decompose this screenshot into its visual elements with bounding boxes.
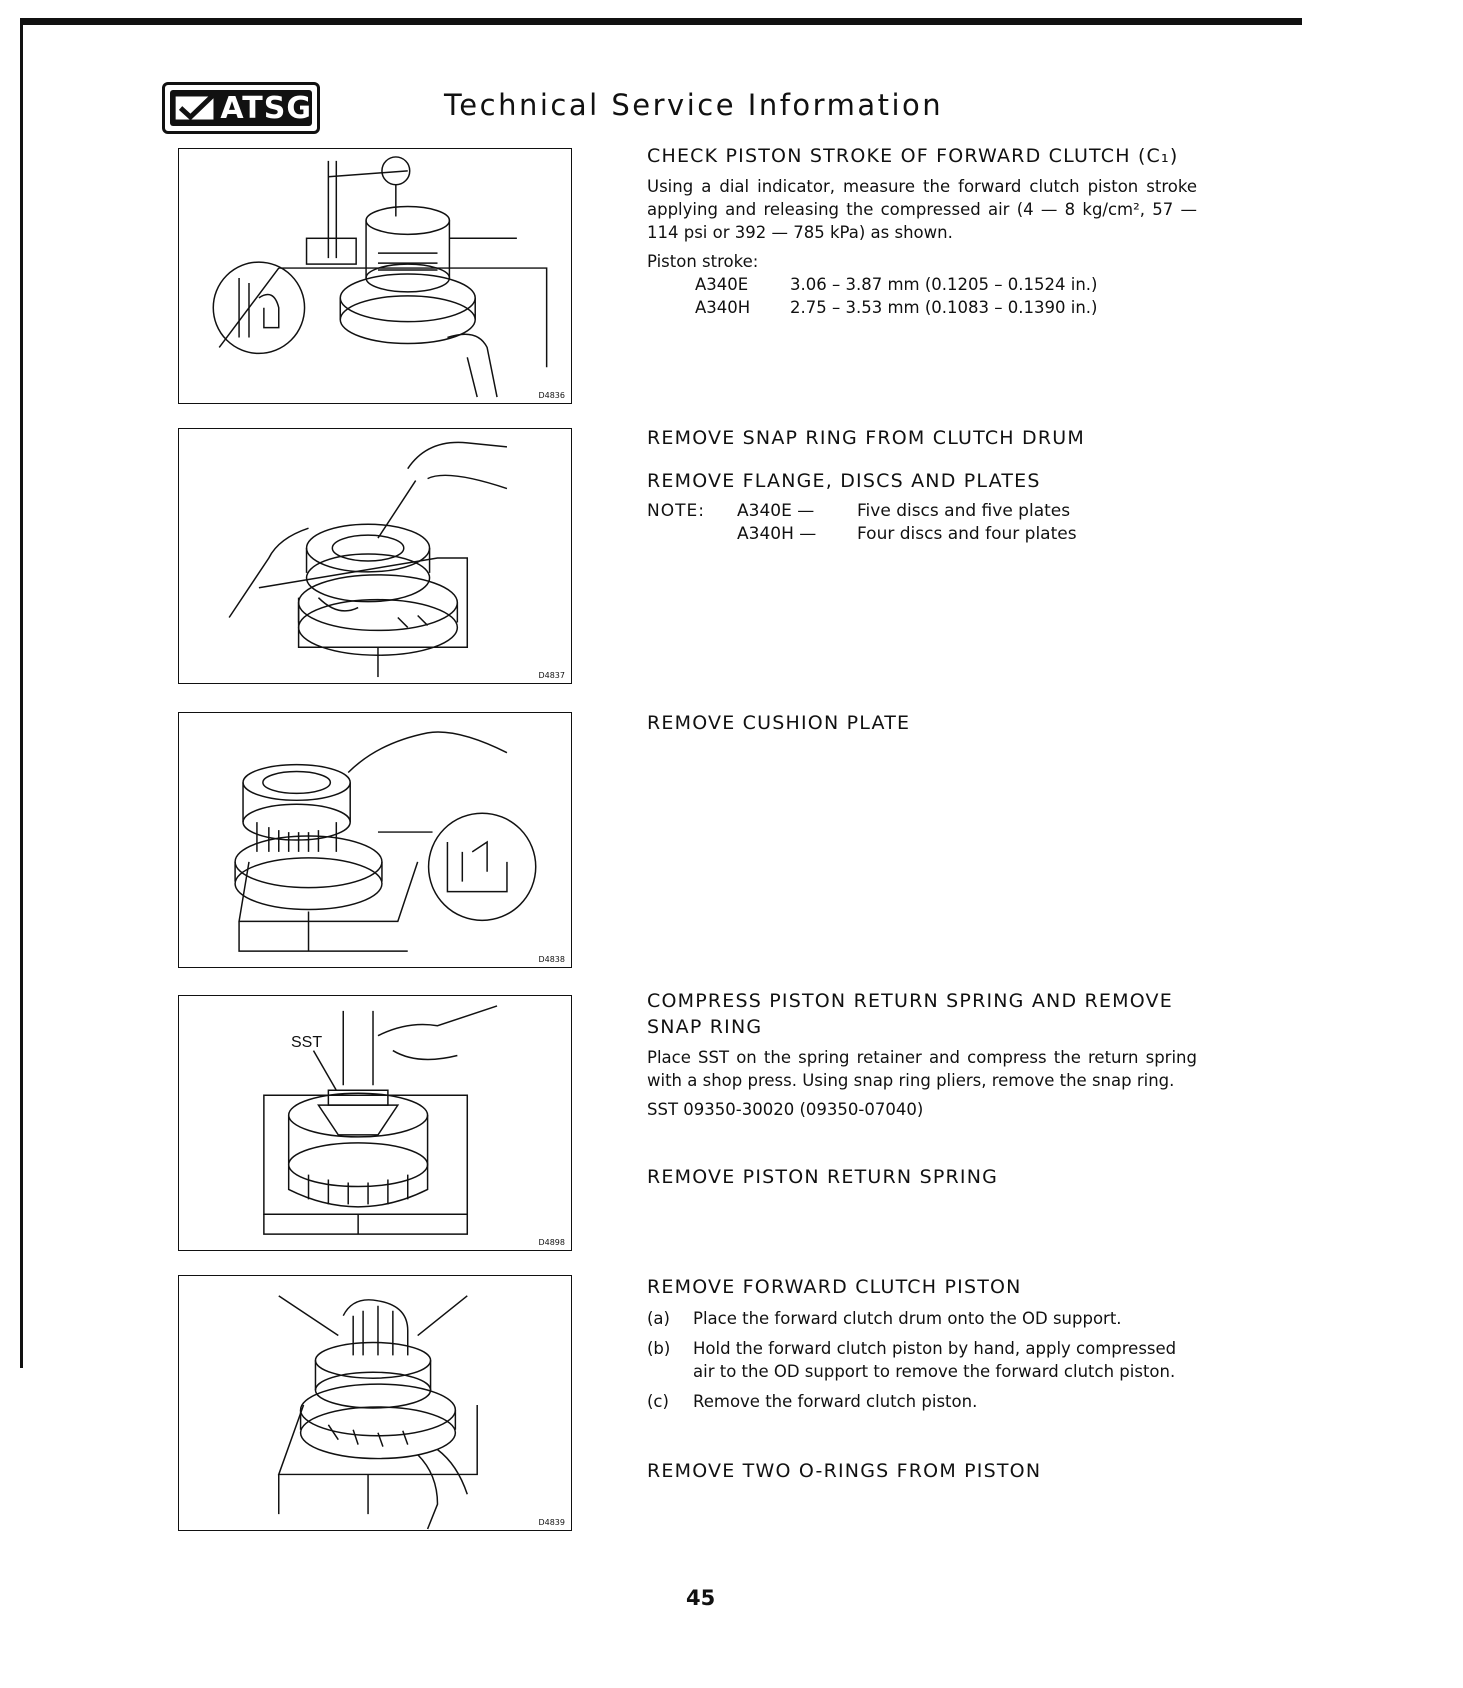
figure-cushion-plate [178, 712, 572, 968]
section-heading: REMOVE CUSHION PLATE [647, 712, 911, 734]
note-model: A340E — [737, 501, 815, 521]
note-row [647, 500, 1197, 523]
atsg-logo [162, 82, 320, 134]
figure-id: D4839 [538, 1518, 565, 1527]
figure-snap-ring [178, 428, 572, 684]
step-letter: (b) [647, 1339, 671, 1358]
figure-id: D4837 [538, 671, 565, 680]
page-title: Technical Service Information [444, 88, 944, 122]
section-cushion [647, 710, 1197, 736]
step-letter: (a) [647, 1309, 670, 1328]
section-heading: REMOVE PISTON RETURN SPRING [647, 1166, 999, 1188]
section-flange [647, 468, 1197, 546]
step-letter: (c) [647, 1392, 669, 1411]
section-heading: REMOVE FLANGE, DISCS AND PLATES [647, 470, 1041, 492]
section-compress [647, 988, 1197, 1121]
page-number: 45 [686, 1586, 716, 1610]
sst-callout: SST [291, 1034, 323, 1051]
spec-label: Piston stroke: [647, 252, 759, 271]
left-rule [20, 18, 23, 1368]
section-return-spring [647, 1164, 1197, 1190]
spec-row [647, 273, 1197, 296]
section-heading: COMPRESS PISTON RETURN SPRING AND REMOVE SNAP RING [647, 990, 1173, 1038]
spec-value: 2.75 – 3.53 mm (0.1083 – 0.1390 in.) [790, 298, 1098, 317]
spec-model: A340H [695, 298, 751, 317]
sst-number: SST 09350-30020 (09350-07040) [647, 1100, 924, 1119]
step-text: Remove the forward clutch piston. [693, 1392, 978, 1411]
spec-model: A340E [695, 275, 749, 294]
logo-text: ATSG [220, 90, 312, 126]
step-row [647, 1337, 1197, 1383]
section-heading: REMOVE TWO O-RINGS FROM PISTON [647, 1460, 1042, 1482]
figure-clutch-piston [178, 1275, 572, 1531]
section-heading: REMOVE FORWARD CLUTCH PISTON [647, 1276, 1022, 1298]
figure-id: D4838 [538, 955, 565, 964]
note-row [647, 523, 1197, 546]
note-text: Four discs and four plates [857, 524, 1077, 544]
section-orings [647, 1458, 1197, 1484]
section-snap-ring [647, 425, 1197, 451]
figure-id: D4898 [538, 1238, 565, 1247]
step-row [647, 1390, 1197, 1413]
spec-value: 3.06 – 3.87 mm (0.1205 – 0.1524 in.) [790, 275, 1098, 294]
section-body: Using a dial indicator, measure the forward clutch piston stroke applying and releasing the compressed air (4 — 8 kg/cm², 57 — 114 psi or 392 — 785 kPa) as shown. [647, 177, 1197, 242]
figure-dial-indicator [178, 148, 572, 404]
note-label: NOTE: [647, 501, 705, 521]
section-heading: CHECK PISTON STROKE OF FORWARD CLUTCH (C₁) [647, 145, 1179, 167]
note-model: A340H — [737, 524, 817, 544]
section-heading: REMOVE SNAP RING FROM CLUTCH DRUM [647, 427, 1085, 449]
top-rule [20, 18, 1302, 25]
section-check-piston [647, 143, 1197, 319]
checkmark-icon [174, 90, 218, 126]
section-body: Place SST on the spring retainer and compress the return spring with a shop press. Using snap ring pliers, remove the snap ring. [647, 1048, 1197, 1090]
spec-row [647, 296, 1197, 319]
figure-id: D4836 [538, 391, 565, 400]
note-text: Five discs and five plates [857, 501, 1071, 521]
step-text: Place the forward clutch drum onto the OD support. [693, 1309, 1122, 1328]
step-row [647, 1307, 1197, 1330]
section-forward-piston [647, 1274, 1197, 1413]
figure-compress-spring [178, 995, 572, 1251]
step-text: Hold the forward clutch piston by hand, apply compressed air to the OD support to remove the forward clutch piston. [693, 1339, 1177, 1381]
